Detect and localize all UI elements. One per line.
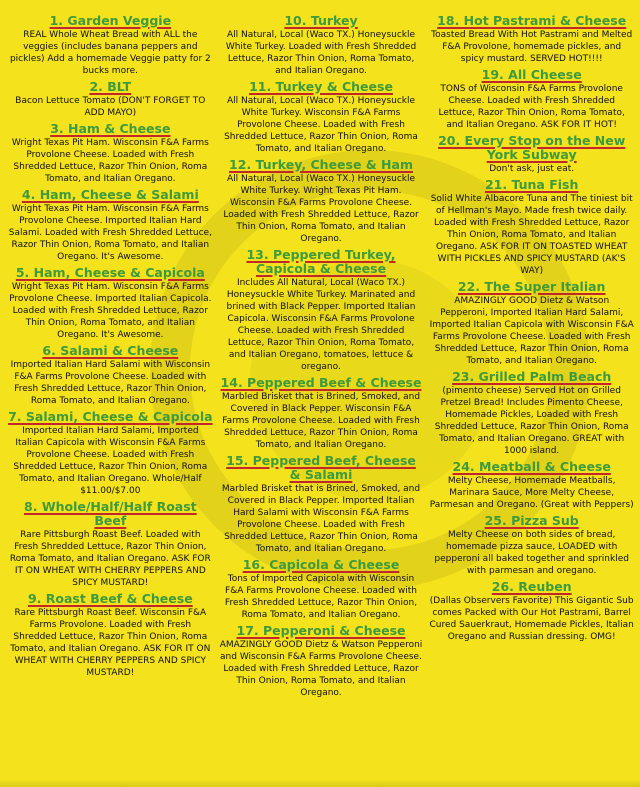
item-description: Marbled Brisket that is Brined, Smoked, and Covered in Black Pepper. Wisconsin F&A Farms Provolone Cheese. Loaded with Fresh Shredded Lettuce, Razor Thin Onion, Roma Tomato, and Italian Oregano.: [221, 392, 421, 450]
menu-item: [8, 80, 213, 119]
menu-item: [8, 14, 213, 77]
item-title: 18. Hot Pastrami & Cheese: [437, 13, 627, 28]
menu-column-2: [219, 14, 424, 787]
menu-item: [429, 178, 634, 277]
menu-item: [219, 376, 424, 451]
item-description: Marbled Brisket that is Brined, Smoked, and Covered in Black Pepper. Imported Italian Hard Salami with Wisconsin F&A Farms Provolone Cheese. Loaded with Fresh Shredded Lettuce, Razor Thin Onion, Roma Tomato, and Italian Oregano.: [221, 484, 421, 554]
item-title: 13. Peppered Turkey, Capicola & Cheese: [246, 247, 396, 276]
item-title: 9. Roast Beef & Cheese: [27, 591, 193, 606]
menu-item: [219, 158, 424, 245]
item-description: Imported Italian Hard Salami with Wisconsin F&A Farms Provolone Cheese. Loaded with Fresh Shredded Lettuce, Razor Thin Onion, Roma Tomato, and Italian Oregano.: [10, 360, 211, 406]
item-title: 16. Capicola & Cheese: [242, 557, 400, 572]
bottom-edge-shadow: [0, 779, 640, 787]
menu-item: [429, 514, 634, 577]
item-title: 4. Ham, Cheese & Salami: [21, 187, 199, 202]
item-description: All Natural, Local (Waco TX.) Honeysuckle White Turkey. Loaded with Fresh Shredded Lettuce, Razor Thin Onion, Roma Tomato, and Italian Oregano.: [225, 30, 417, 76]
item-description: Rare Pittsburgh Roast Beef. Wisconsin F&A Farms Provolone. Loaded with Fresh Shredded Lettuce, Razor Thin Onion, Roma Tomato, and Italian Oregano. ASK FOR IT ON WHEAT WITH CHERRY PEPPERS AND SPICY MUSTARD!: [10, 608, 211, 678]
menu-item: [429, 134, 634, 175]
menu-item: [429, 580, 634, 643]
item-description: All Natural, Local (Waco TX.) Honeysuckle White Turkey. Wisconsin F&A Farms Provolone Cheese. Loaded with Fresh Shredded Lettuce, Razor Thin Onion, Roma Tomato, and Italian Oregano.: [224, 96, 418, 154]
menu-item: [219, 248, 424, 373]
item-description: (Dallas Observers Favorite) This Gigantic Sub comes Packed with Our Hot Pastrami, Barrel Cured Sauerkraut, Homemade Pickles, Italian Oregano and Russian dressing. OMG!: [429, 596, 634, 642]
item-description: AMAZINGLY GOOD Dietz & Watson Pepperoni, Imported Italian Hard Salami, Imported Italian Capicola with Wisconsin F&A Farms Provolone Cheese. Loaded with Fresh Shredded Lettuce, Razor Thin Onion, Roma Tomato, and Italian Oregano.: [429, 296, 634, 366]
item-title: 10. Turkey: [284, 13, 358, 28]
item-description: Wright Texas Pit Ham. Wisconsin F&A Farms Provolone Cheese. Loaded with Fresh Shredded Lettuce, Razor Thin Onion, Roma Tomato, and Italian Oregano.: [11, 138, 209, 184]
menu-item: [219, 14, 424, 77]
item-title: 19. All Cheese: [481, 67, 582, 82]
item-description: Melty Cheese, Homemade Meatballs, Marinara Sauce, More Melty Cheese, Parmesan and Oregano. (Great with Peppers): [429, 476, 634, 510]
item-title: 17. Pepperoni & Cheese: [236, 623, 406, 638]
item-description: REAL Whole Wheat Bread with ALL the veggies (includes banana peppers and pickles) Add a homemade Veggie patty for 2 bucks more.: [9, 30, 211, 76]
menu-item: [219, 80, 424, 155]
menu-item: [429, 14, 634, 65]
menu-column-1: [8, 14, 213, 787]
item-description: Melty Cheese on both sides of bread, homemade pizza sauce, LOADED with pepperoni all baked together and sprinkled with parmesan and oregano.: [434, 530, 629, 576]
item-description: All Natural, Local (Waco TX.) Honeysuckle White Turkey. Wright Texas Pit Ham. Wisconsin F&A Farms Provolone Cheese. Loaded with Fresh Shredded Lettuce, Razor Thin Onion, Roma Tomato, and Italian Oregano.: [223, 174, 419, 244]
menu-item: [8, 122, 213, 185]
item-title: 7. Salami, Cheese & Capicola: [8, 409, 213, 424]
item-description: Imported Italian Hard Salami, Imported Italian Capicola with Wisconsin F&A Farms Provolone Cheese. Loaded with Fresh Shredded Lettuce, Razor Thin Onion, Roma Tomato, and Italian Oregano. Whole/Half $11.00/$7.00: [13, 426, 208, 496]
item-title: 21. Tuna Fish: [484, 177, 579, 192]
item-description: Includes All Natural, Local (Waco TX.) Honeysuckle White Turkey. Marinated and brined with Black Pepper. Imported Italian Capicola. Wisconsin F&A Farms Provolone Cheese. Loaded with Fresh Shredded Lettuce, Razor Thin Onion, Roma Tomato, and Italian Oregano, tomatoes, lettuce & oregano.: [226, 278, 416, 372]
item-title: 5. Ham, Cheese & Capicola: [15, 265, 205, 280]
menu-item: [219, 558, 424, 621]
item-title: 20. Every Stop on the New York Subway: [438, 133, 626, 162]
menu-item: [8, 500, 213, 589]
item-description: Toasted Bread With Hot Pastrami and Melted F&A Provolone, homemade pickles, and spicy mustard. SERVED HOT!!!!: [431, 30, 633, 64]
item-title: 2. BLT: [89, 79, 132, 94]
menu-item: [219, 624, 424, 699]
item-title: 14. Peppered Beef & Cheese: [220, 375, 422, 390]
item-title: 11. Turkey & Cheese: [249, 79, 393, 94]
item-title: 25. Pizza Sub: [484, 513, 579, 528]
menu-item: [8, 188, 213, 263]
item-description: Rare Pittsburgh Roast Beef. Loaded with Fresh Shredded Lettuce, Razor Thin Onion, Roma Tomato, and Italian Oregano. ASK FOR IT ON WHEAT WITH CHERRY PEPPERS AND SPICY MUSTARD!: [9, 530, 211, 588]
item-description: Wright Texas Pit Ham. Wisconsin F&A Farms Provolone Cheese. Imported Italian Hard Salami. Loaded with Fresh Shredded Lettuce, Razor Thin Onion, Roma Tomato, and Italian Oregano. It's Awesome.: [8, 204, 212, 262]
item-description: Bacon Lettuce Tomato (DON'T FORGET TO ADD MAYO): [15, 96, 206, 118]
item-title: 23. Grilled Palm Beach: [452, 369, 612, 384]
menu-item: [429, 68, 634, 131]
item-title: 22. The Super Italian: [457, 279, 606, 294]
item-description: AMAZINGLY GOOD Dietz & Watson Pepperoni and Wisconsin F&A Farms Provolone Cheese. Loaded with Fresh Shredded Lettuce, Razor Thin Onion, Roma Tomato, and Italian Oregano.: [219, 640, 423, 698]
menu-item: [429, 280, 634, 367]
menu-item: [219, 454, 424, 555]
menu-item: [8, 344, 213, 407]
item-description: (pimento cheese) Served Hot on Grilled Pretzel Bread! Includes Pimento Cheese, Homemade Pickles, Loaded with Fresh Shredded Lettuce, Razor Thin Onion, Roma Tomato, and Italian Oregano. GREAT with 1000 island.: [434, 386, 629, 456]
item-description: Tons of Imported Capicola with Wisconsin F&A Farms Provolone Cheese. Loaded with Fresh Shredded Lettuce, Razor Thin Onion, Roma Tomato, and Italian Oregano.: [224, 574, 418, 620]
item-title: 3. Ham & Cheese: [50, 121, 171, 136]
item-title: 1. Garden Veggie: [49, 13, 172, 28]
item-title: 8. Whole/Half/Half Roast Beef: [24, 499, 197, 528]
menu-item: [8, 266, 213, 341]
item-title: 12. Turkey, Cheese & Ham: [229, 157, 413, 172]
menu-item: [8, 592, 213, 679]
menu-item: [8, 410, 213, 497]
menu-item: [429, 460, 634, 511]
item-title: 26. Reuben: [491, 579, 572, 594]
item-description: TONS of Wisconsin F&A Farms Provolone Cheese. Loaded with Fresh Shredded Lettuce, Razor Thin Onion, Roma Tomato, and Italian Oregano. ASK FOR IT HOT!: [438, 84, 625, 130]
item-description: Wright Texas Pit Ham. Wisconsin F&A Farms Provolone Cheese. Imported Italian Capicola. Loaded with Fresh Shredded Lettuce, Razor Thin Onion, Roma Tomato, and Italian Oregano. It's Awesome.: [9, 282, 212, 340]
menu-item: [429, 370, 634, 457]
item-title: 15. Peppered Beef, Cheese & Salami: [226, 453, 416, 482]
item-title: 6. Salami & Cheese: [42, 343, 179, 358]
item-description: Don't ask, just eat.: [489, 164, 575, 174]
item-description: Solid White Albacore Tuna and The tiniest bit of Hellman's Mayo. Made fresh twice daily. Loaded with Fresh Shredded Lettuce, Razor Thin Onion, Roma Tomato, and Italian Oregano. ASK FOR IT ON TOASTED WHEAT WITH PICKLES AND SPICY MUSTARD (AK'S WAY): [430, 194, 633, 276]
menu-column-3: [429, 14, 634, 787]
item-title: 24. Meatball & Cheese: [452, 459, 611, 474]
